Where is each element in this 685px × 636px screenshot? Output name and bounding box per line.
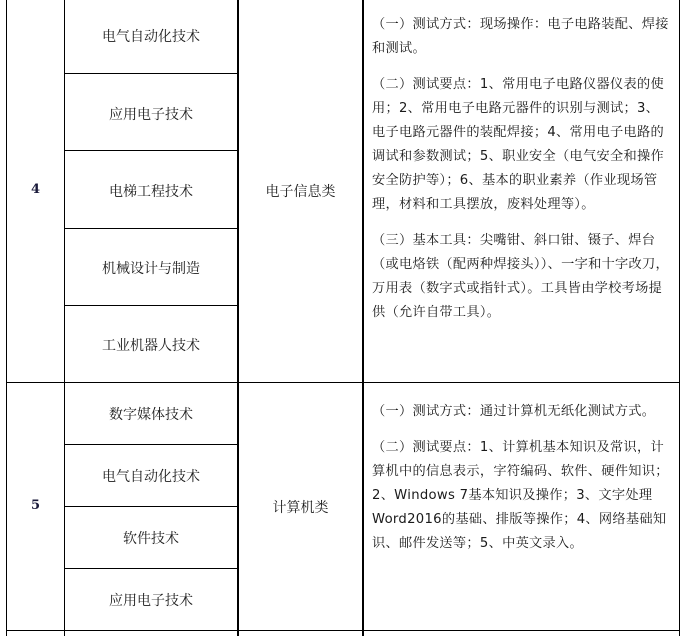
major-name: 机械设计与制造	[102, 261, 200, 277]
requirement-paragraph: （一）测试方式：通过计算机无纸化测试方式。	[372, 404, 656, 419]
row-number: 4	[30, 182, 41, 197]
requirement-paragraph: （二）测试要点：1、常用电子电路仪器仪表的使用；2、常用电子电路元器件的识别与测试；3、电子电路元器件的装配焊接；4、常用电子电路的调试和参数测试；5、职业安全（电气安全和操作安全防护等）；6、基本的职业素养（作业现场管理，材料和工具摆放，废料处理等）。	[372, 77, 664, 212]
grid-line	[679, 0, 680, 636]
major-name: 电气自动化技术	[102, 29, 200, 45]
grid-line	[64, 228, 239, 229]
test-requirements	[372, 13, 672, 337]
requirement-paragraph: （一）测试方式：现场操作：电子电路装配、焊接和测试。	[372, 17, 669, 56]
grid-line	[362, 0, 364, 636]
major-name: 工业机器人技术	[102, 338, 200, 354]
grid-line	[237, 0, 239, 636]
test-requirements	[372, 400, 672, 568]
category-name: 计算机类	[272, 500, 329, 516]
major-name: 应用电子技术	[109, 107, 193, 123]
grid-line	[64, 568, 239, 569]
row-divider	[6, 382, 680, 383]
row-number: 5	[30, 498, 41, 513]
grid-line	[64, 150, 239, 151]
requirement-paragraph: （二）测试要点：1、计算机基本知识及常识，计算机中的信息表示，字符编码、软件、硬件知识；2、Windows 7基本知识及操作；3、文字处理Word2016的基础、排版等操作；4、网络基础知识、邮件发送等；5、中英文录入。	[372, 440, 669, 551]
major-name: 电气自动化技术	[102, 469, 200, 485]
grid-line	[64, 305, 239, 306]
requirement-paragraph: （三）基本工具：尖嘴钳、斜口钳、镊子、焊台（或电烙铁（配两种焊接头））、一字和十字改刀，万用表（数字式或指针式）。工具皆由学校考场提供（允许自带工具）。	[372, 233, 670, 320]
major-name: 应用电子技术	[109, 593, 193, 609]
grid-line	[64, 506, 239, 507]
major-name: 数字媒体技术	[109, 407, 193, 423]
major-name: 软件技术	[123, 531, 179, 547]
major-name: 电梯工程技术	[109, 184, 193, 200]
row-divider	[6, 630, 680, 631]
category-name: 电子信息类	[265, 184, 336, 200]
grid-line	[64, 73, 239, 74]
grid-line	[64, 444, 239, 445]
grid-line	[6, 0, 7, 636]
